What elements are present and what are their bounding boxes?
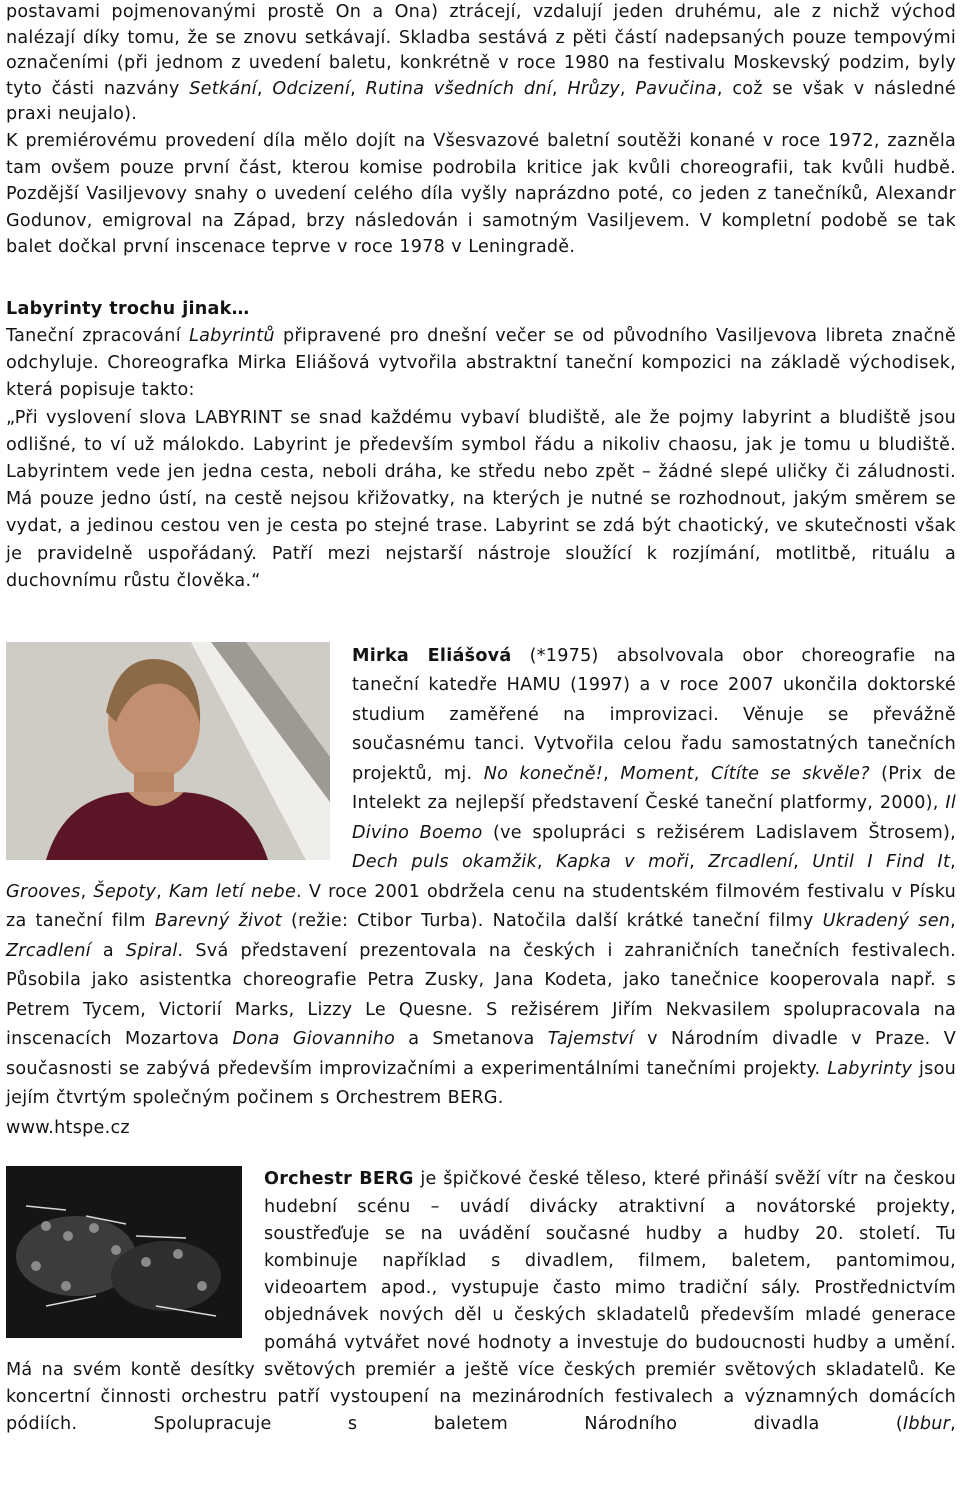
italic-title: Dech puls okamžik: [352, 852, 537, 873]
section-heading: Labyrinty trochu jinak…: [6, 298, 250, 319]
text-run: jsou jejím čtvrtým společným počinem s Orchestrem BERG.: [6, 1058, 956, 1109]
italic-title: Spiral: [125, 940, 178, 961]
italic-title: Setkání: [189, 78, 257, 99]
italic-title: Zrcadlení: [6, 940, 91, 961]
website-link[interactable]: www.htspe.cz: [6, 1117, 130, 1138]
italic-title: Barevný život: [154, 911, 282, 932]
italic-title: Rutina všedních dní: [365, 78, 552, 99]
italic-title: Moment: [620, 763, 694, 784]
text-run: a Smetanova: [395, 1029, 548, 1050]
italic-title: Labyrintů: [189, 325, 275, 346]
paragraph-premiere: K premiérovému provedení díla mělo dojít na Všesvazové baletní soutěži konané v roce 1972, zazněla tam ovšem pouze první část, kterou komise podrobila kritice jak kvůli choreografii, tak kvůli hudbě. Pozdější Vasiljevovy snahy o uvedení celého díla vyšly naprázdno poté, co jeden z tanečníků, Alexandr Godunov, emigroval na Západ, brzy následován i samotným Vasiljevem. V kompletní podobě se tak balet dočkal první inscenace teprve v roce 1978 v Leningradě.: [6, 130, 956, 258]
italic-title: Zrcadlení: [708, 852, 794, 873]
text-run: ,: [350, 78, 366, 99]
portrait-photo-mirka-eliasova: [6, 642, 330, 860]
orchestra-photo: [6, 1166, 242, 1338]
text-run: (*1975) absolvovala obor choreografie na taneční katedře HAMU (1997) a v roce 2007 ukončila doktorské studium zaměřené na improvizaci. Věnuje se převážně současnému tanci. Vytvořila celou řadu samostatných tanečních projektů, mj.: [352, 645, 957, 784]
text-run: je špičkové české těleso, které přináší svěží vítr na českou hudební scénu – uvádí divácky atraktivní a novátorské projekty, soustřeďuje se na uvádění současné hudby a hudby 20. století. Tu kombinuje například s divadlem, filmem, baletem, pantomimou, videoartem apod., vystupuje často mimo tradiční sály. Prostřednictvím objednávek nových děl u českých skladatelů především mladé generace pomáhá vytvářet nové hodnoty a investuje do budoucnosti hudby a umění. Má na svém kontě desítky světových premiér a ještě více českých premiér světových skladatelů. Ke koncertní činnosti orchestru patří vystoupení na mezinárodních festivalech a významných domácích pódiích. Spolupracuje s baletem Národního divadla (: [6, 1169, 956, 1435]
text-run: připravené pro dnešní večer se od původního Vasiljevova libreta značně odchyluje. Choreografka Mirka Eliášová vytvořila abstraktní taneční kompozici na základě východisek, která popisuje takto:: [6, 325, 957, 401]
text-run: ,: [603, 763, 621, 784]
text-run: ,: [693, 763, 712, 784]
text-run: . V roce 2001 obdržela cenu na studentském filmovém festivalu v Písku za taneční film: [6, 881, 957, 932]
text-run: ,: [793, 852, 813, 873]
text-run: Taneční zpracování: [6, 325, 190, 346]
italic-title: Ibbur: [902, 1414, 951, 1435]
italic-title: Kam letí nebe: [169, 881, 297, 902]
italic-title: Ukradený sen: [822, 911, 951, 932]
text-run: ,: [536, 852, 556, 873]
paragraph-choreography: [6, 323, 956, 405]
text-run: (ve spolupráci s režisérem Ladislavem Štrosem),: [482, 822, 956, 843]
text-run: postavami pojmenovanými prostě On a Ona) ztrácejí, vzdalují jeden druhému, ale z nichž východ nalézají díky tomu, že se znovu setkávají. Skladba sestává z pěti částí nadepsaných pouze tempovými označeními (při jednom z uvedení baletu, konkrétně v roce 1980 na festivalu Moskevský podzim, byly tyto části nazvány: [6, 2, 956, 99]
italic-title: Cítíte se skvěle?: [711, 763, 870, 784]
text-run: (režie: Ctibor Turba). Natočila další krátké taneční filmy: [281, 911, 823, 932]
text-run: (Prix de Intelekt za nejlepší představení České taneční platformy, 2000),: [352, 763, 956, 814]
text-run: ,: [950, 911, 957, 932]
bold-name: Mirka Eliášová: [352, 645, 512, 666]
italic-title: Il Divino Boemo: [352, 793, 956, 843]
italic-title: Dona Giovanniho: [232, 1029, 395, 1050]
text-run: a: [90, 940, 126, 961]
paragraph-ballet-structure: [6, 0, 956, 128]
text-run: , což se však v následné praxi neujalo).: [6, 78, 957, 125]
text-run: ,: [256, 78, 273, 99]
bold-name: Orchestr BERG: [264, 1169, 414, 1190]
italic-title: Kapka v moři: [555, 852, 690, 873]
italic-title: Until I Find It: [812, 852, 951, 873]
text-run: ,: [950, 852, 956, 873]
text-run: ,: [156, 881, 169, 902]
choreographer-quote: „Při vyslovení slova LABYRINT se snad každému vybaví bludiště, ale že pojmy labyrint a bludiště jsou odlišné, to ví už málokdo. Labyrint je především symbol řádu a nikoliv chaosu, jak je tomu u bludiště. Labyrintem vede jen jedna cesta, neboli dráha, ke středu nebo zpět – žádné slepé uličky či záludnosti. Má pouze jedno ústí, na cestě nejsou křižovatky, na kterých je nutné se rozhodnout, jakým směrem se vydat, a jedinou cestou ven je cesta po stejné trase. Labyrint se zdá být chaotický, ve skutečnosti však je pravidelně uspořádaný. Patří mezi nejstarší nástroje sloužící k rozjímání, motlitbě, rituálu a duchovnímu růstu člověka.“: [6, 407, 956, 591]
italic-title: Labyrinty: [827, 1058, 913, 1079]
text-run: v Národním divadle v Praze. V současnosti se zabývá především improvizačními a experimentálními tanečními projekty.: [6, 1029, 956, 1079]
italic-title: Pavučina: [635, 78, 717, 99]
text-run: ,: [80, 881, 94, 902]
document-page: [6, 0, 956, 1439]
italic-title: No konečně!: [483, 763, 604, 784]
italic-title: Tajemství: [547, 1029, 634, 1050]
text-run: ,: [689, 852, 709, 873]
italic-title: Grooves: [6, 881, 81, 902]
italic-title: Odcizení: [272, 78, 351, 99]
text-run: ,: [950, 1414, 956, 1435]
text-run: . Svá představení prezentovala na českých i zahraničních tanečních festivalech. Působila jako asistentka choreografie Petra Zusky, Jana Kodeta, jako tanečnice kooperovala např. s Petrem Tycem, Victorií Marks, Lizzy Le Quesne. S režisérem Jiřím Nekvasilem spolupracovala na inscenacích Mozartova: [6, 940, 956, 1050]
text-run: ,: [551, 78, 568, 99]
italic-title: Hrůzy: [567, 78, 620, 99]
italic-title: Šepoty: [93, 881, 157, 902]
text-run: ,: [619, 78, 636, 99]
